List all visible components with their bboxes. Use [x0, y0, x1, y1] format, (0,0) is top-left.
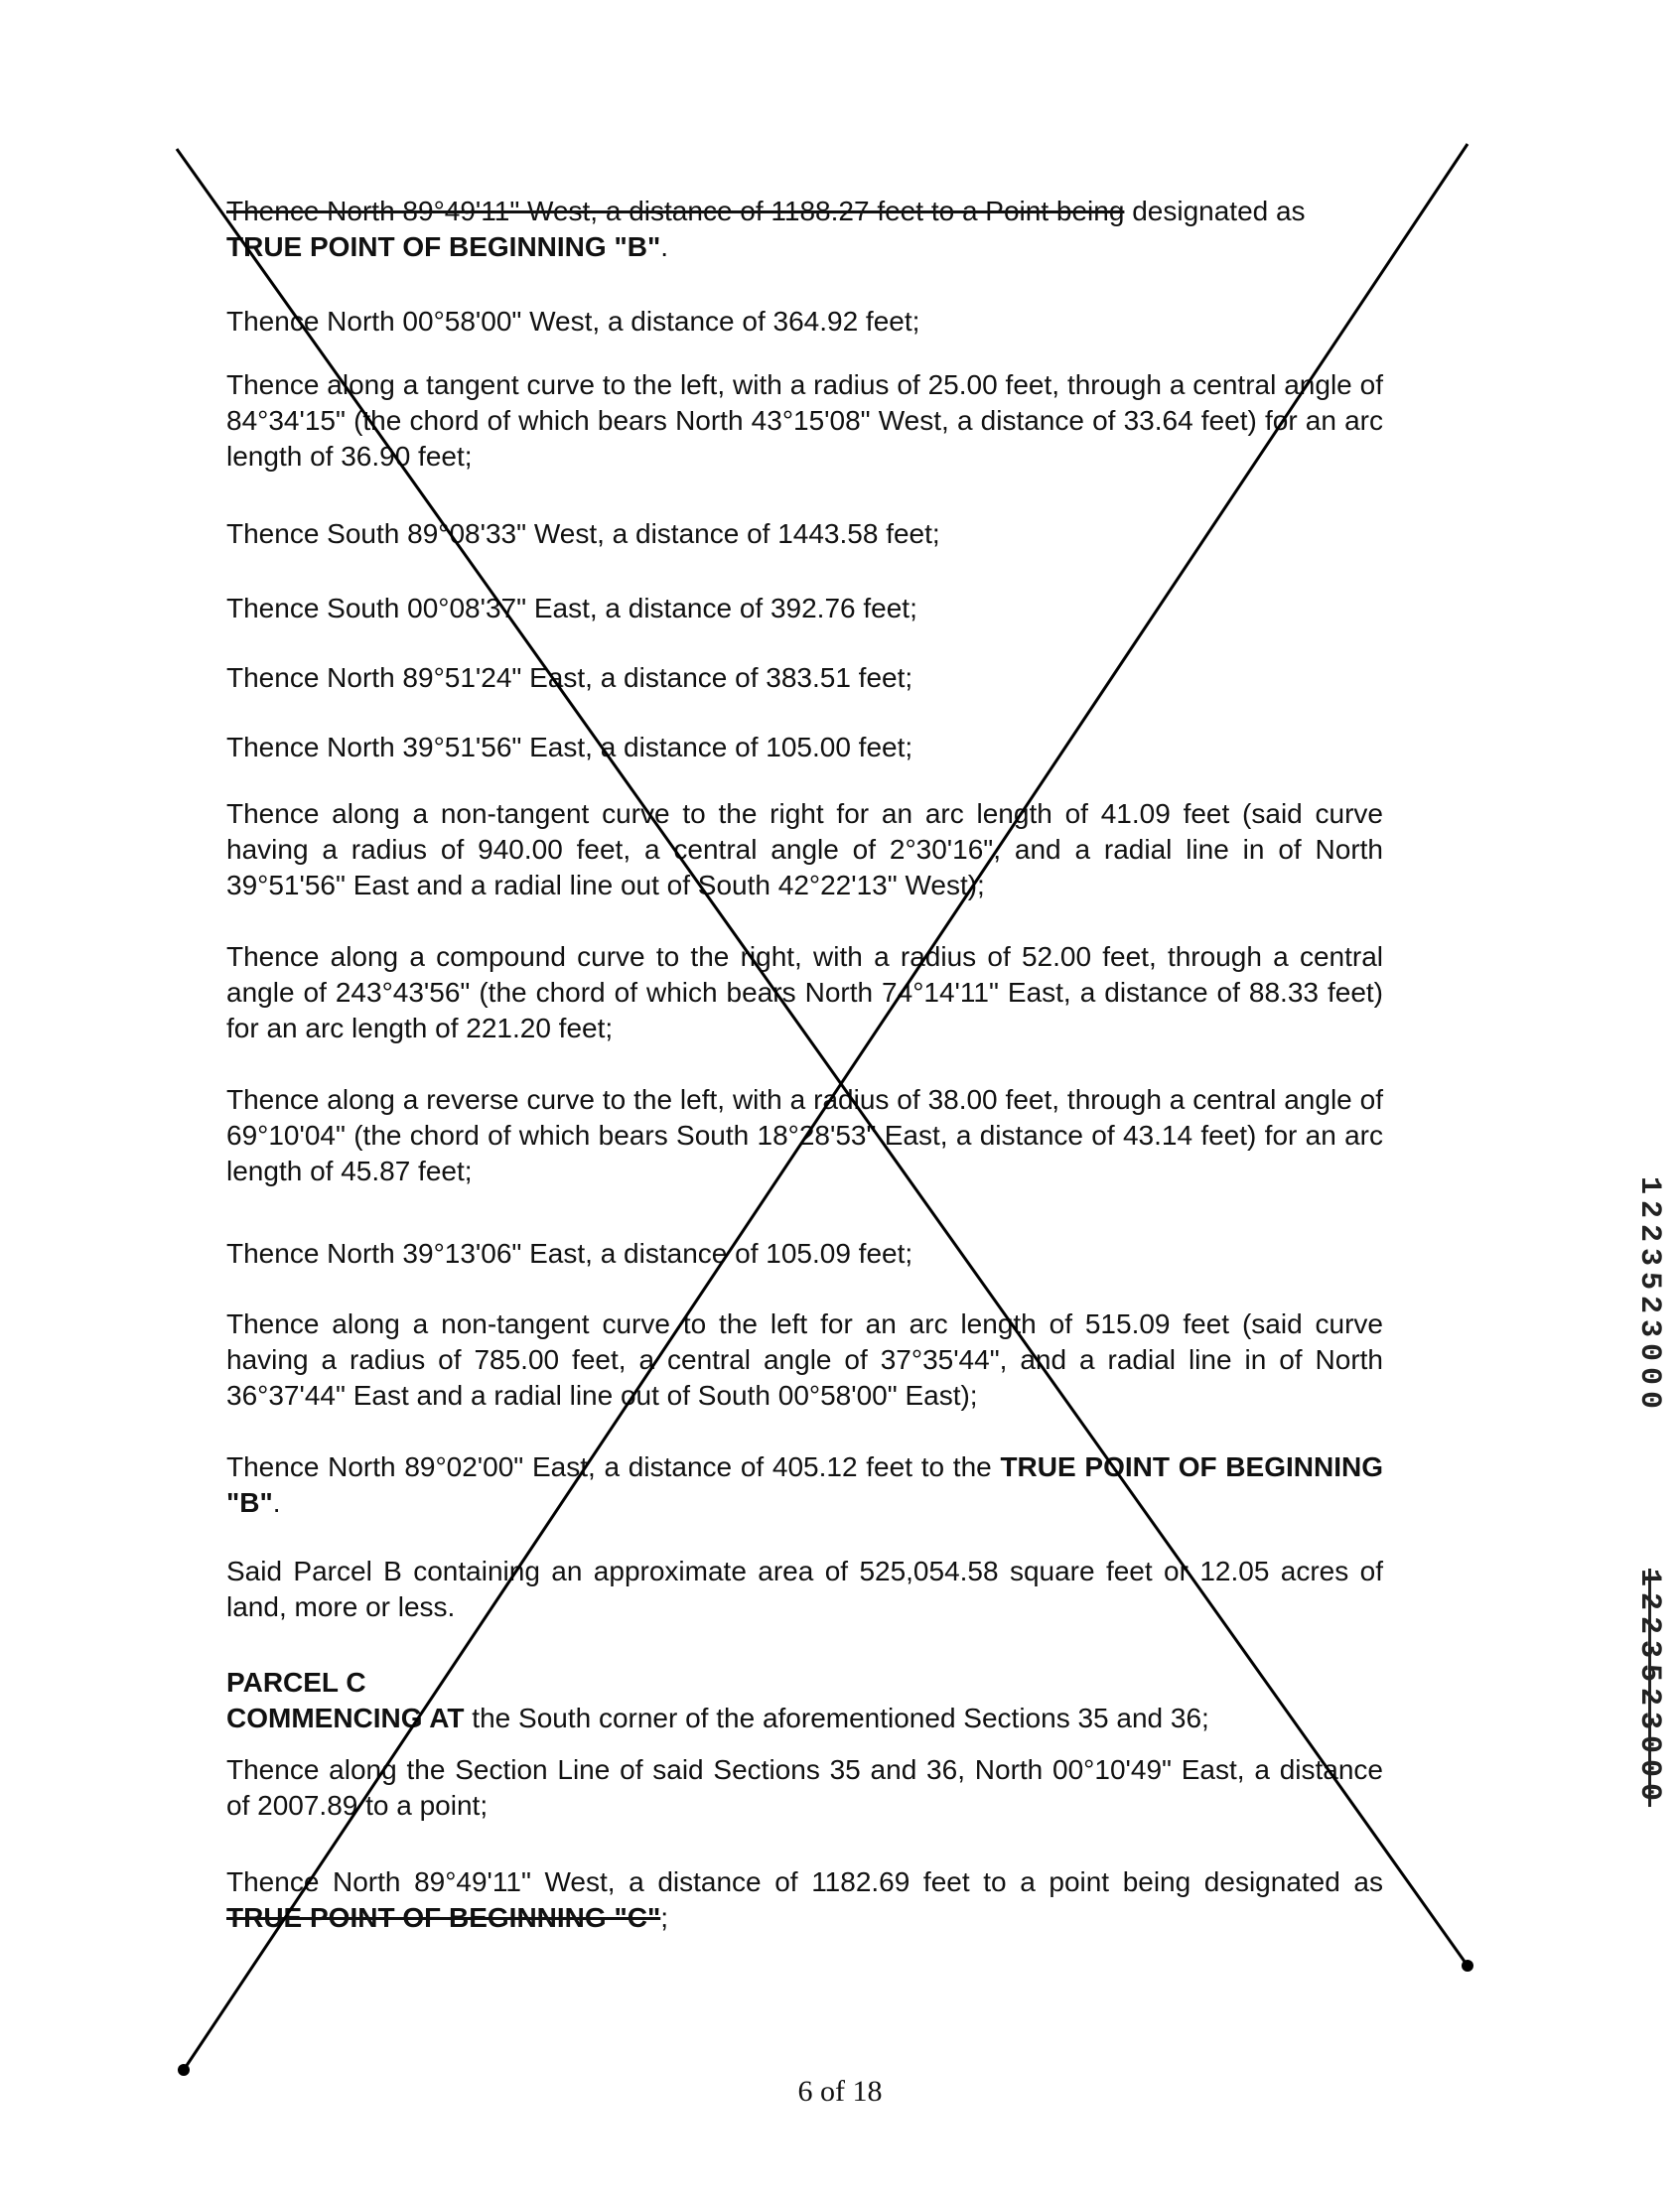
text-run: Thence along a non-tangent curve to the right for an arc length of 41.09 feet (said curve having a radius of 940.00 feet, a central angle of 2°30'16", and a radial line in of North 39°51'56" East and a radial line out of South 42°22'13" West); [226, 798, 1383, 900]
text-run: Thence North 89°02'00" East, a distance of 405.12 feet to the [226, 1451, 1001, 1482]
text-run: Thence North 39°13'06" East, a distance of 105.09 feet; [226, 1238, 913, 1269]
text-run: the South corner of the aforementioned Sections 35 and 36; [464, 1703, 1209, 1733]
text-run: TRUE POINT OF BEGINNING "C" [226, 1902, 661, 1933]
text-run: Said Parcel B containing an approximate area of 525,054.58 square feet or 12.05 acres of land, more or less. [226, 1556, 1383, 1622]
cross-line-right [184, 144, 1468, 2070]
text-run: TRUE POINT OF BEGINNING "B" [226, 1451, 1383, 1518]
cross-end-dot [1462, 1960, 1473, 1972]
text-run: Thence along a tangent curve to the left, with a radius of 25.00 feet, through a central angle of 84°34'15" (the chord of which bears North 43°15'08" West, a distance of 33.64 feet) for an arc length of 36.90 feet; [226, 369, 1383, 472]
text-run: Thence along a non-tangent curve to the left for an arc length of 515.09 feet (said curve having a radius of 785.00 feet, a central angle of 37°35'44", and a radial line in of North 36°37'44" East and a radial line out of South 00°58'00" East); [226, 1308, 1383, 1411]
text-run: Thence North 89°51'24" East, a distance of 383.51 feet; [226, 662, 913, 693]
text-run: TRUE POINT OF BEGINNING "B" [226, 231, 661, 262]
text-run: Thence along a compound curve to the right, with a radius of 52.00 feet, through a central angle of 243°43'56" (the chord of which bears North 74°14'11" East, a distance of 88.33 feet) for an arc length of 221.20 feet; [226, 941, 1383, 1043]
text-run: designated as [1124, 196, 1306, 226]
text-run: Thence North 89°49'11" West, a distance of 1182.69 feet to a point being designated as [226, 1866, 1383, 1897]
text-run: . [272, 1487, 281, 1518]
recording-stamp-struck: 1223523000 [1632, 1569, 1666, 1808]
text-run: PARCEL C [226, 1667, 366, 1698]
text-run: COMMENCING AT [226, 1703, 465, 1733]
text-run: Thence North 00°58'00" West, a distance of 364.92 feet; [226, 306, 920, 337]
cross-line-left [177, 149, 1468, 1966]
recording-stamp: 1223523000 [1632, 1176, 1666, 1416]
text-run: Thence North 39°51'56" East, a distance of 105.00 feet; [226, 732, 913, 762]
text-run: . [660, 231, 669, 262]
text-run: Thence North 89°49'11" West, a distance of 1188.27 feet to a Point being [226, 196, 1125, 226]
text-run: Thence along a reverse curve to the left, with a radius of 38.00 feet, through a central angle of 69°10'04" (the chord of which bears South 18°28'53" East, a distance of 43.14 feet) for an arc length of 45.87 feet; [226, 1084, 1383, 1186]
page-number: 6 of 18 [797, 2075, 883, 2108]
text-run: Thence along the Section Line of said Sections 35 and 36, North 00°10'49" East, a distance of 2007.89 to a point; [226, 1754, 1383, 1821]
text-run: Thence South 89°08'33" West, a distance of 1443.58 feet; [226, 518, 940, 549]
text-run: Thence South 00°08'37" East, a distance of 392.76 feet; [226, 593, 917, 623]
text-run: ; [660, 1902, 669, 1933]
